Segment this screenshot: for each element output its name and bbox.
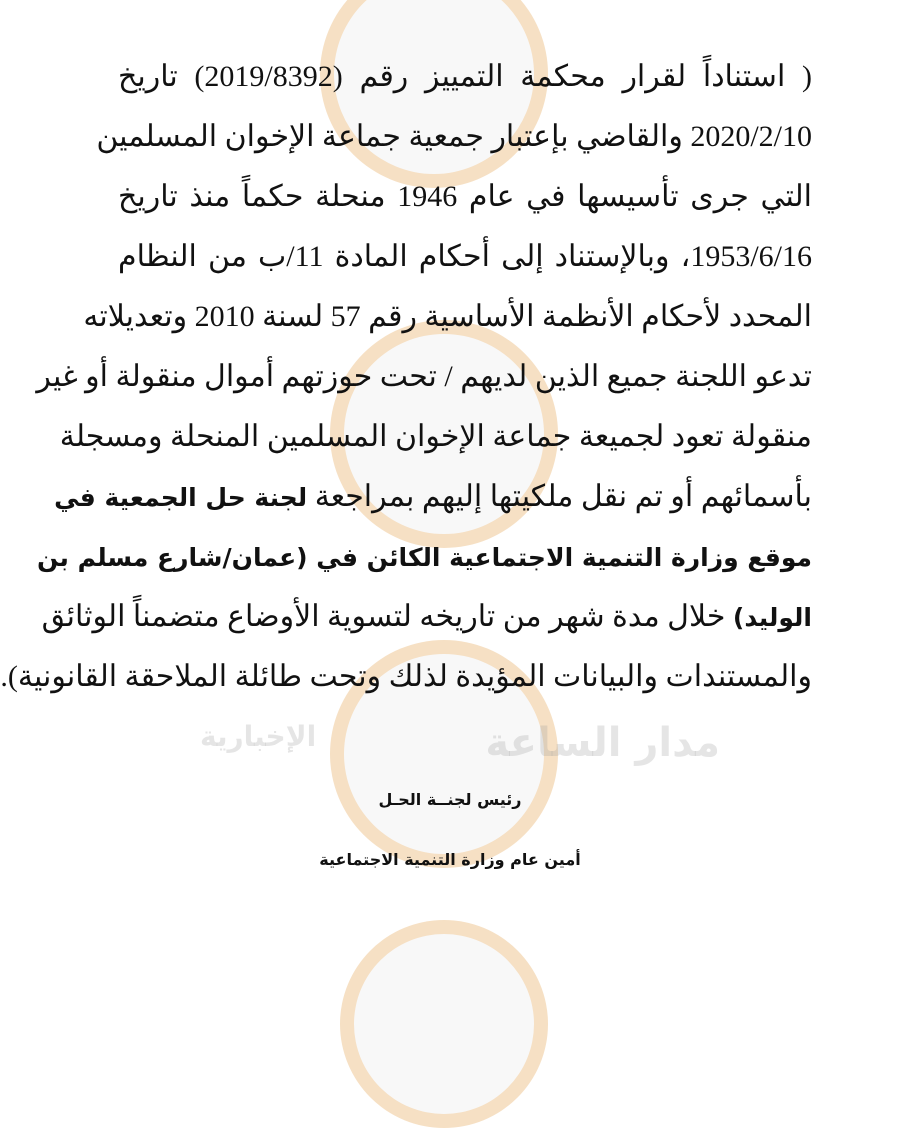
document-body — [0, 52, 812, 712]
signature-title: رئيس لجنــة الحـل — [378, 790, 522, 809]
text: بأسمائهم أو تم نقل ملكيتها إليهم بمراجعة — [307, 480, 812, 513]
text: منقولة تعود لجميعة جماعة الإخوان المسلمين المنحلة ومسجلة — [59, 420, 812, 453]
paragraph-line — [118, 172, 812, 232]
paragraph-line — [83, 292, 812, 352]
paragraph-line — [0, 652, 812, 712]
text: تدعو اللجنة جميع الذين لديهم / تحت حوزتهم أموال منقولة أو غير — [36, 360, 812, 393]
bold-text: موقع وزارة التنمية الاجتماعية الكائن في (عمان/شارع مسلم بن — [37, 543, 812, 572]
watermark-subtitle: الإخبارية — [200, 720, 317, 753]
paragraph-line — [54, 472, 812, 532]
text: 1953/6/16، وبالإستناد إلى أحكام المادة 11/ب من النظام — [118, 240, 812, 273]
paragraph-line — [41, 592, 812, 652]
bold-text: لجنة حل الجمعية في — [54, 483, 308, 512]
text: خلال مدة شهر من تاريخه لتسوية الأوضاع متضمناً الوثائق — [41, 600, 733, 633]
paragraph-line — [118, 232, 812, 292]
text: والمستندات والبيانات المؤيدة لذلك وتحت طائلة الملاحقة القانونية). — [0, 660, 812, 693]
text: التي جرى تأسيسها في عام 1946 منحلة حكماً منذ تاريخ — [118, 180, 812, 213]
paragraph-line — [36, 352, 812, 412]
watermark-brand: مدار الساعة — [485, 720, 720, 766]
watermark-clock-icon — [340, 920, 548, 1128]
paragraph-line — [37, 532, 812, 592]
bold-text: الوليد) — [732, 603, 812, 632]
paragraph-line — [118, 52, 812, 112]
signature-name: أمين عام وزارة التنمية الاجتماعية — [319, 850, 581, 869]
text: 2020/2/10 والقاضي بإعتبار جمعية جماعة الإخوان المسلمين — [96, 120, 812, 153]
paragraph-line — [59, 412, 812, 472]
text: المحدد لأحكام الأنظمة الأساسية رقم 57 لسنة 2010 وتعديلاته — [83, 300, 812, 333]
watermark-logo — [200, 720, 720, 766]
text: ( استناداً لقرار محكمة التمييز رقم (2019/8392) تاريخ — [118, 60, 812, 93]
paragraph-line — [96, 112, 812, 172]
